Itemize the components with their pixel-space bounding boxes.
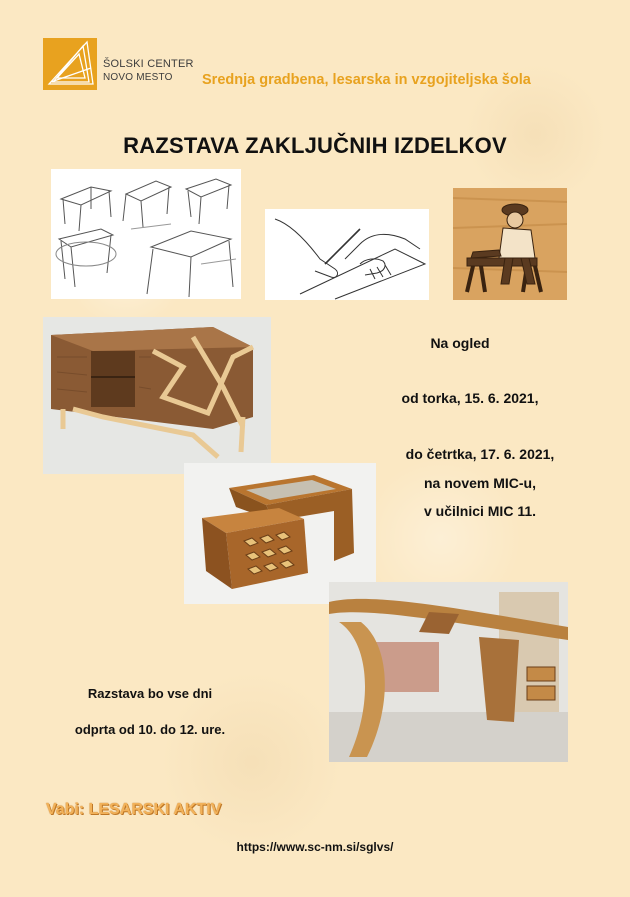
hours-line-2: odprta od 10. do 12. ure. — [74, 722, 226, 737]
woodworker-image — [453, 188, 567, 300]
cabinet-image — [43, 317, 271, 474]
invite-text: Vabi: LESARSKI AKTIV — [46, 801, 222, 818]
logo-sub: NOVO MESTO — [103, 72, 173, 83]
website-link[interactable]: https://www.sc-nm.si/sglvs/ — [236, 840, 394, 854]
date-from: od torka, 15. 6. 2021, — [401, 390, 539, 406]
chair-sketches-image — [51, 169, 241, 299]
school-name: Srednja gradbena, lesarska in vzgojiteljska šola — [202, 72, 531, 88]
hours-line-1: Razstava bo vse dni — [87, 686, 213, 701]
location-line-1: na novem MIC-u, — [423, 475, 536, 491]
drawing-hands-image — [265, 209, 429, 300]
logo-name: ŠOLSKI CENTER — [103, 58, 194, 70]
viewing-label: Na ogled — [430, 335, 490, 351]
curved-desk-image — [329, 582, 568, 762]
school-logo-icon — [43, 38, 97, 90]
page-title: RAZSTAVA ZAKLJUČNIH IZDELKOV — [123, 133, 507, 158]
date-to: do četrtka, 17. 6. 2021, — [405, 446, 555, 462]
location-line-2: v učilnici MIC 11. — [423, 503, 537, 519]
